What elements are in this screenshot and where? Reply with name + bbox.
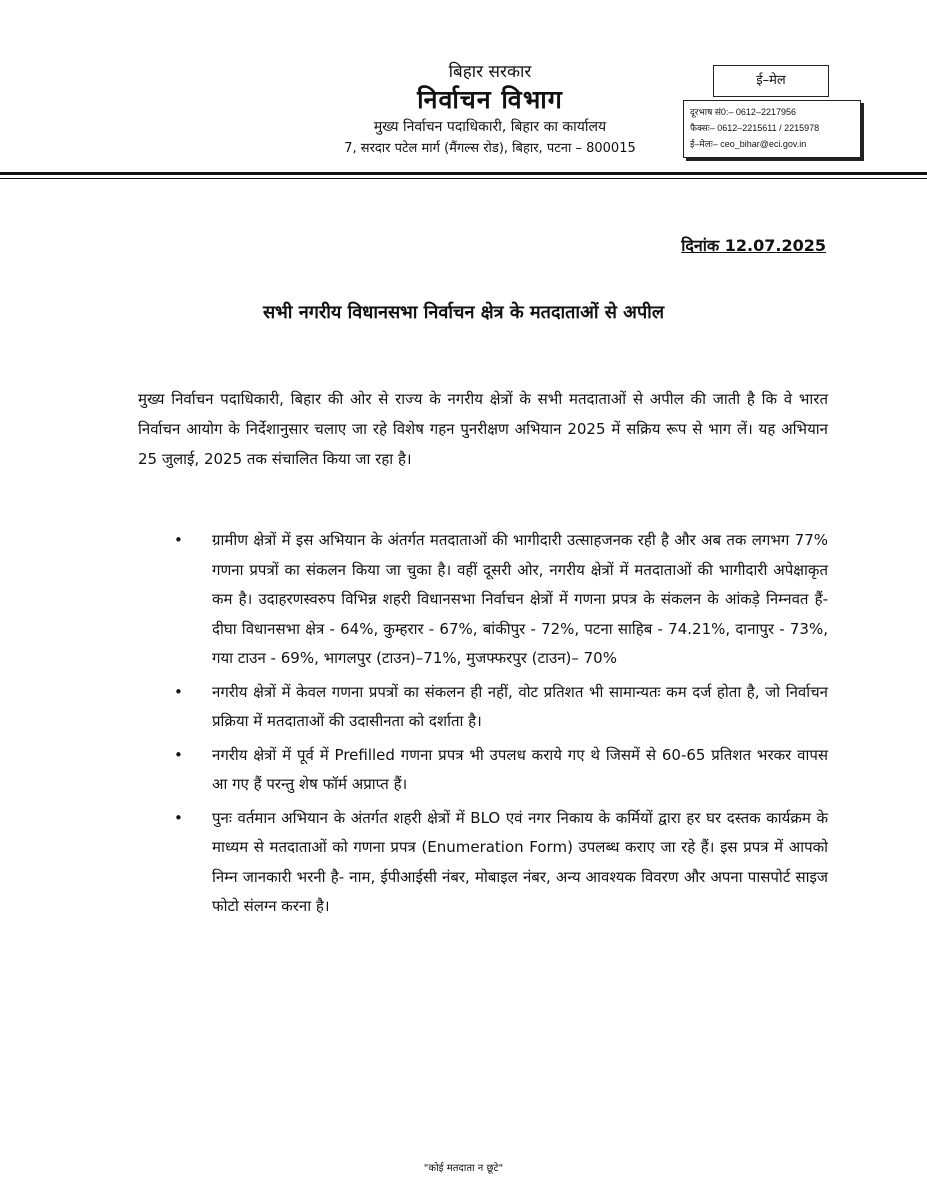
intro-paragraph: मुख्य निर्वाचन पदाधिकारी, बिहार की ओर से राज्य के नगरीय क्षेत्रों के सभी मतदाताओं से अपील की जाती है कि वे भारत निर्वाचन आयोग के निर्देशानुसार चलाए जा रहे विशेष गहन पुनरीक्षण अभियान 2025 में सक्रिय रूप से भाग लें। यह अभियान 25 जुलाई, 2025 तक संचालित किया जा रहा है।: [138, 390, 828, 468]
government-name: बिहार सरकार: [448, 62, 532, 82]
department-name: निर्वाचन विभाग: [417, 85, 563, 114]
letter-date: दिनांक 12.07.2025: [681, 236, 826, 255]
letterhead: [300, 60, 680, 160]
phone-number: दूरभाष सं0:– 0612–2217956: [690, 107, 796, 117]
bullet-icon: •: [174, 745, 183, 764]
email-label-box: ई–मेल: [713, 65, 829, 97]
bullet-icon: •: [174, 682, 183, 701]
bullet-text: ग्रामीण क्षेत्रों में इस अभियान के अंतर्गत मतदाताओं की भागीदारी उत्साहजनक रही है और अब तक लगभग 77% गणना प्रपत्रों का संकलन किया जा चुका है। वहीं दूसरी ओर, नगरीय क्षेत्रों में मतदाताओं की भागीदारी अपेक्षाकृत कम है। उदाहरणस्वरुप विभिन्न शहरी विधानसभा निर्वाचन क्षेत्रों में गणना प्रपत्र के संकलन के आंकड़े निम्नवत हैं- दीघा विधानसभा क्षेत्र - 64%, कुम्हरार - 67%, बांकीपुर - 72%, पटना साहिब - 74.21%, दानापुर - 73%, गया टाउन - 69%, भागलपुर (टाउन)–71%, मुजफ्फरपुर (टाउन)– 70%: [212, 531, 828, 667]
bullet-text: पुनः वर्तमान अभियान के अंतर्गत शहरी क्षेत्रों में BLO एवं नगर निकाय के कर्मियों द्वारा हर घर दस्तक कार्यक्रम के माध्यम से मतदाताओं को गणना प्रपत्र (Enumeration Form) उपलब्ध कराए जा रहे हैं। इस प्रपत्र में आपको निम्न जानकारी भरनी है- नाम, ईपीआईसी नंबर, मोबाइल नंबर, अन्य आवश्यक विवरण और अपना पासपोर्ट साइज फोटो संलग्न करना है।: [212, 808, 828, 915]
bullet-text: नगरीय क्षेत्रों में पूर्व में Prefilled गणना प्रपत्र भी उपलध कराये गए थे जिसमें से 60-65 प्रतिशत भरकर वापस आ गए हैं परन्तु शेष फॉर्म अप्राप्त हैं।: [212, 745, 828, 793]
header-divider-thick: [0, 172, 927, 175]
office-name: मुख्य निर्वाचन पदाधिकारी, बिहार का कार्यालय: [373, 119, 607, 135]
bullet-item: [168, 526, 828, 674]
bullet-icon: •: [174, 531, 183, 549]
office-address: 7, सरदार पटेल मार्ग (मैंगल्स रोड), बिहार, पटना – 800015: [344, 141, 636, 156]
letter-title: सभी नगरीय विधानसभा निर्वाचन क्षेत्र के मतदाताओं से अपील: [262, 302, 665, 323]
bullet-icon: •: [174, 808, 183, 827]
bullet-list: [168, 526, 828, 926]
contact-box: [683, 100, 861, 158]
bullet-item: [168, 804, 828, 922]
email-address: ई–मेलः– ceo_bihar@eci.gov.in: [690, 139, 807, 149]
bullet-item: [168, 678, 828, 737]
bullet-text: नगरीय क्षेत्रों में केवल गणना प्रपत्रों का संकलन ही नहीं, वोट प्रतिशत भी सामान्यतः कम दर्ज होता है, जो निर्वाचन प्रक्रिया में मतदाताओं की उदासीनता को दर्शाता है।: [212, 682, 828, 730]
fax-number: फैक्सः– 0612–2215611 / 2215978: [690, 123, 820, 133]
bullet-item: [168, 741, 828, 800]
header-divider-thin: [0, 178, 927, 179]
footer-slogan: "कोई मतदाता न छूटे": [423, 1163, 504, 1174]
